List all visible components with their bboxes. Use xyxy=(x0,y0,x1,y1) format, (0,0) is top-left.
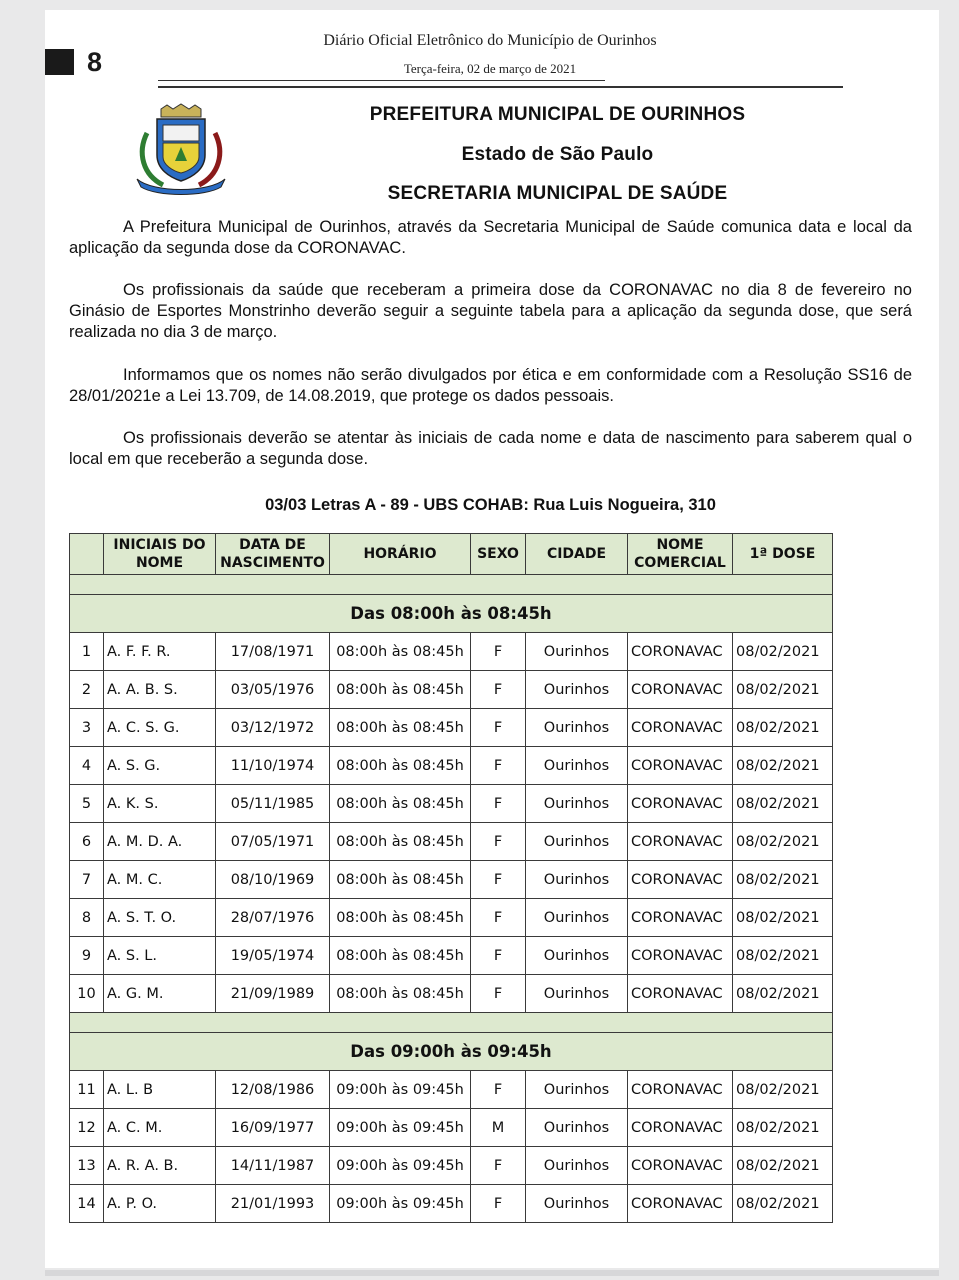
row-initials: A. C. M. xyxy=(104,1109,216,1147)
row-first-dose: 08/02/2021 xyxy=(733,861,833,899)
row-time: 09:00h às 09:45h xyxy=(330,1109,471,1147)
row-sex: F xyxy=(471,899,526,937)
row-city: Ourinhos xyxy=(526,1071,628,1109)
row-city: Ourinhos xyxy=(526,823,628,861)
table-spacer-row xyxy=(70,575,833,595)
vaccination-schedule-table xyxy=(69,533,833,1223)
state-title: Estado de São Paulo xyxy=(461,144,654,165)
row-sex: F xyxy=(471,1071,526,1109)
row-time: 08:00h às 08:45h xyxy=(330,785,471,823)
paragraph-text: Os profissionais da saúde que receberam a primeira dose da CORONAVAC no dia 8 de fevereiro no Ginásio de Esportes Monstrinho deverão seguir a seguinte tabela para a aplicação da segunda dose, que será realizada no dia 3 de março. xyxy=(69,281,912,341)
row-sex: F xyxy=(471,709,526,747)
col-header-line: DATA DE xyxy=(239,537,306,553)
row-first-dose: 08/02/2021 xyxy=(733,785,833,823)
row-number: 10 xyxy=(70,975,104,1013)
row-birth-date: 28/07/1976 xyxy=(216,899,330,937)
row-initials: A. M. C. xyxy=(104,861,216,899)
row-number: 14 xyxy=(70,1185,104,1223)
session-label: Das 08:00h às 08:45h xyxy=(70,595,833,633)
row-first-dose: 08/02/2021 xyxy=(733,671,833,709)
row-number: 9 xyxy=(70,937,104,975)
col-header-city: CIDADE xyxy=(526,534,628,575)
row-number: 8 xyxy=(70,899,104,937)
row-time: 08:00h às 08:45h xyxy=(330,709,471,747)
paragraph-text: Os profissionais deverão se atentar às iniciais de cada nome e data de nascimento para saberem qual o local em que receberão a segunda dose. xyxy=(69,429,912,468)
row-sex: F xyxy=(471,747,526,785)
row-time: 08:00h às 08:45h xyxy=(330,747,471,785)
row-sex: F xyxy=(471,861,526,899)
row-number: 2 xyxy=(70,671,104,709)
session-label: Das 09:00h às 09:45h xyxy=(70,1033,833,1071)
row-brand: CORONAVAC xyxy=(628,785,733,823)
row-city: Ourinhos xyxy=(526,633,628,671)
table-row xyxy=(70,1071,833,1109)
row-number: 1 xyxy=(70,633,104,671)
row-first-dose: 08/02/2021 xyxy=(733,1071,833,1109)
row-city: Ourinhos xyxy=(526,671,628,709)
row-city: Ourinhos xyxy=(526,747,628,785)
col-header-line: INICIAIS DO xyxy=(113,537,206,553)
row-sex: F xyxy=(471,1147,526,1185)
row-first-dose: 08/02/2021 xyxy=(733,747,833,785)
table-row xyxy=(70,785,833,823)
row-first-dose: 08/02/2021 xyxy=(733,1109,833,1147)
row-sex: F xyxy=(471,785,526,823)
row-birth-date: 08/10/1969 xyxy=(216,861,330,899)
spacer-cell xyxy=(70,1013,833,1033)
row-number: 11 xyxy=(70,1071,104,1109)
session-header-row xyxy=(70,595,833,633)
col-header-first-dose: 1ª DOSE xyxy=(733,534,833,575)
row-city: Ourinhos xyxy=(526,937,628,975)
row-sex: F xyxy=(471,633,526,671)
table-row xyxy=(70,671,833,709)
row-sex: F xyxy=(471,937,526,975)
row-time: 08:00h às 08:45h xyxy=(330,937,471,975)
row-birth-date: 11/10/1974 xyxy=(216,747,330,785)
row-city: Ourinhos xyxy=(526,709,628,747)
col-header-line: NOME xyxy=(135,555,184,571)
row-city: Ourinhos xyxy=(526,975,628,1013)
row-birth-date: 17/08/1971 xyxy=(216,633,330,671)
page-edge xyxy=(45,1270,939,1276)
table-row xyxy=(70,975,833,1013)
table-row xyxy=(70,709,833,747)
table-body xyxy=(70,575,833,1223)
paragraph-instructions xyxy=(69,280,912,343)
row-initials: A. M. D. A. xyxy=(104,823,216,861)
session-header-row xyxy=(70,1033,833,1071)
table-title: 03/03 Letras A - 89 - UBS COHAB: Rua Luis Nogueira, 310 xyxy=(265,496,716,514)
table-row xyxy=(70,1147,833,1185)
coat-of-arms-icon xyxy=(133,103,229,195)
col-header-line: NASCIMENTO xyxy=(220,555,325,571)
row-number: 6 xyxy=(70,823,104,861)
col-header-brand xyxy=(628,534,733,575)
row-city: Ourinhos xyxy=(526,899,628,937)
row-brand: CORONAVAC xyxy=(628,861,733,899)
row-initials: A. R. A. B. xyxy=(104,1147,216,1185)
row-time: 08:00h às 08:45h xyxy=(330,975,471,1013)
table-row xyxy=(70,747,833,785)
row-sex: F xyxy=(471,671,526,709)
department-title: SECRETARIA MUNICIPAL DE SAÚDE xyxy=(387,183,728,204)
row-first-dose: 08/02/2021 xyxy=(733,937,833,975)
table-row xyxy=(70,861,833,899)
row-number: 4 xyxy=(70,747,104,785)
row-birth-date: 07/05/1971 xyxy=(216,823,330,861)
row-city: Ourinhos xyxy=(526,1109,628,1147)
row-city: Ourinhos xyxy=(526,861,628,899)
row-brand: CORONAVAC xyxy=(628,1109,733,1147)
row-initials: A. S. T. O. xyxy=(104,899,216,937)
page-number: 8 xyxy=(87,47,103,77)
spacer-cell xyxy=(70,575,833,595)
table-row xyxy=(70,1185,833,1223)
col-header-time: HORÁRIO xyxy=(330,534,471,575)
row-brand: CORONAVAC xyxy=(628,975,733,1013)
col-header-sex: SEXO xyxy=(471,534,526,575)
row-sex: M xyxy=(471,1109,526,1147)
row-birth-date: 19/05/1974 xyxy=(216,937,330,975)
row-brand: CORONAVAC xyxy=(628,671,733,709)
table-row xyxy=(70,1109,833,1147)
col-header-birth-date xyxy=(216,534,330,575)
row-time: 09:00h às 09:45h xyxy=(330,1147,471,1185)
header-rule-thick xyxy=(158,86,843,88)
row-birth-date: 14/11/1987 xyxy=(216,1147,330,1185)
row-birth-date: 21/09/1989 xyxy=(216,975,330,1013)
row-first-dose: 08/02/2021 xyxy=(733,975,833,1013)
table-row xyxy=(70,633,833,671)
row-brand: CORONAVAC xyxy=(628,823,733,861)
table-row xyxy=(70,823,833,861)
row-time: 08:00h às 08:45h xyxy=(330,633,471,671)
row-birth-date: 21/01/1993 xyxy=(216,1185,330,1223)
row-birth-date: 03/12/1972 xyxy=(216,709,330,747)
row-brand: CORONAVAC xyxy=(628,1147,733,1185)
row-initials: A. K. S. xyxy=(104,785,216,823)
publication-date: Terça-feira, 02 de março de 2021 xyxy=(403,61,577,76)
row-sex: F xyxy=(471,823,526,861)
row-brand: CORONAVAC xyxy=(628,1071,733,1109)
row-time: 08:00h às 08:45h xyxy=(330,861,471,899)
row-initials: A. P. O. xyxy=(104,1185,216,1223)
row-first-dose: 08/02/2021 xyxy=(733,633,833,671)
row-number: 3 xyxy=(70,709,104,747)
row-brand: CORONAVAC xyxy=(628,1185,733,1223)
row-time: 09:00h às 09:45h xyxy=(330,1071,471,1109)
row-sex: F xyxy=(471,975,526,1013)
row-initials: A. C. S. G. xyxy=(104,709,216,747)
row-time: 08:00h às 08:45h xyxy=(330,823,471,861)
row-first-dose: 08/02/2021 xyxy=(733,823,833,861)
header-rule xyxy=(158,80,605,81)
page-marker-block xyxy=(45,49,74,75)
col-header-initials xyxy=(104,534,216,575)
row-brand: CORONAVAC xyxy=(628,937,733,975)
row-initials: A. S. G. xyxy=(104,747,216,785)
row-initials: A. G. M. xyxy=(104,975,216,1013)
paragraph-text: A Prefeitura Municipal de Ourinhos, através da Secretaria Municipal de Saúde comunica data e local da aplicação da segunda dose da CORONAVAC. xyxy=(69,218,912,257)
row-initials: A. F. F. R. xyxy=(104,633,216,671)
table-spacer-row xyxy=(70,1013,833,1033)
row-number: 13 xyxy=(70,1147,104,1185)
paragraph-announcement xyxy=(69,217,912,259)
row-time: 08:00h às 08:45h xyxy=(330,671,471,709)
row-sex: F xyxy=(471,1185,526,1223)
row-birth-date: 05/11/1985 xyxy=(216,785,330,823)
row-city: Ourinhos xyxy=(526,1185,628,1223)
row-time: 08:00h às 08:45h xyxy=(330,899,471,937)
row-brand: CORONAVAC xyxy=(628,633,733,671)
row-city: Ourinhos xyxy=(526,785,628,823)
row-brand: CORONAVAC xyxy=(628,709,733,747)
row-birth-date: 12/08/1986 xyxy=(216,1071,330,1109)
row-number: 12 xyxy=(70,1109,104,1147)
institution-title: PREFEITURA MUNICIPAL DE OURINHOS xyxy=(369,104,746,125)
table-row xyxy=(70,899,833,937)
row-first-dose: 08/02/2021 xyxy=(733,1185,833,1223)
row-time: 09:00h às 09:45h xyxy=(330,1185,471,1223)
table-row xyxy=(70,937,833,975)
journal-title: Diário Oficial Eletrônico do Município de Ourinhos xyxy=(323,32,657,49)
paragraph-guidance xyxy=(69,428,912,470)
col-header-number xyxy=(70,534,104,575)
row-first-dose: 08/02/2021 xyxy=(733,899,833,937)
row-first-dose: 08/02/2021 xyxy=(733,1147,833,1185)
paragraph-text: Informamos que os nomes não serão divulgados por ética e em conformidade com a Resolução SS16 de 28/01/2021e a Lei 13.709, de 14.08.2019, que protege os dados pessoais. xyxy=(69,366,912,405)
row-birth-date: 03/05/1976 xyxy=(216,671,330,709)
row-brand: CORONAVAC xyxy=(628,747,733,785)
table-header-row xyxy=(70,534,833,575)
row-initials: A. S. L. xyxy=(104,937,216,975)
col-header-line: NOME xyxy=(656,537,704,553)
col-header-line: COMERCIAL xyxy=(634,555,726,571)
row-birth-date: 16/09/1977 xyxy=(216,1109,330,1147)
row-city: Ourinhos xyxy=(526,1147,628,1185)
row-first-dose: 08/02/2021 xyxy=(733,709,833,747)
row-number: 5 xyxy=(70,785,104,823)
row-brand: CORONAVAC xyxy=(628,899,733,937)
paragraph-privacy xyxy=(69,365,912,407)
row-initials: A. L. B xyxy=(104,1071,216,1109)
row-number: 7 xyxy=(70,861,104,899)
row-initials: A. A. B. S. xyxy=(104,671,216,709)
